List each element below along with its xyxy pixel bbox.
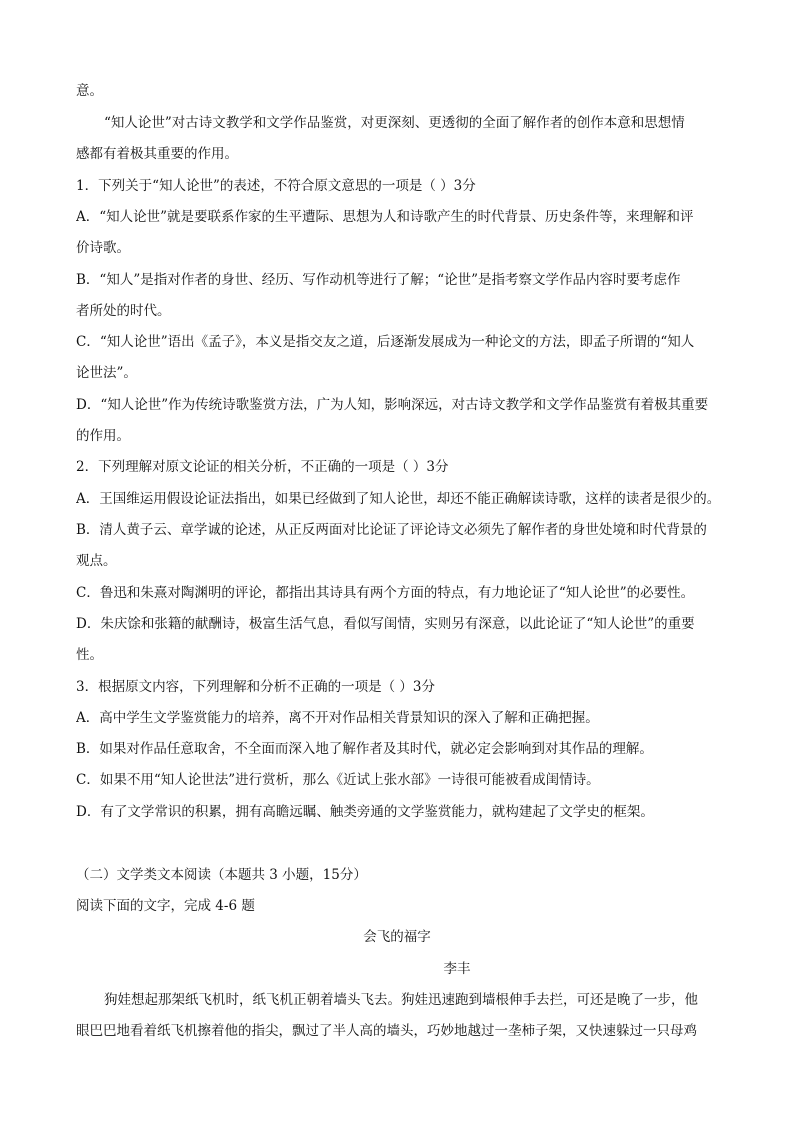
q1-option-d-cont: 的作用。 (76, 428, 130, 444)
section-instruction: 阅读下面的文字，完成 4-6 题 (76, 898, 255, 914)
story-title: 会飞的福字 (363, 929, 431, 945)
story-author: 李丰 (443, 961, 471, 977)
q1-option-a: A．“知人论世”就是要联系作家的生平遭际、思想为人和诗歌产生的时代背景、历史条件等，来理解和评 (76, 209, 694, 225)
q2-option-a: A．王国维运用假设论证法指出，如果已经做到了知人论世，却还不能正确解读诗歌，这样的读者是很少的。 (76, 491, 721, 507)
intro-paragraph: “知人论世”对古诗文教学和文学作品鉴赏，对更深刻、更透彻的全面了解作者的创作本意和思想情 (104, 115, 685, 131)
q2-option-d-cont: 性。 (76, 647, 103, 663)
q1-option-d: D．“知人论世”作为传统诗歌鉴赏方法，广为人知，影响深远，对古诗文教学和文学作品鉴赏有着极其重要 (76, 397, 709, 413)
q1-option-c: C．“知人论世”语出《孟子》，本义是指交友之道，后逐渐发展成为一种论文的方法，即孟子所谓的“知人 (76, 334, 695, 350)
q3-option-c: C．如果不用“知人论世法”进行赏析，那么《近试上张水部》一诗很可能被看成闺情诗。 (76, 772, 600, 788)
q3-stem: 3．根据原文内容，下列理解和分析不正确的一项是（ ）3分 (76, 679, 435, 695)
q1-option-b-cont: 者所处的时代。 (76, 303, 171, 319)
story-paragraph: 狗娃想起那架纸飞机时，纸飞机正朝着墙头飞去。狗娃迅速跑到墙根伸手去拦，可还是晚了一步，他 (104, 992, 698, 1008)
q1-option-a-cont: 价诗歌。 (76, 240, 130, 256)
q2-option-d: D．朱庆馀和张籍的献酬诗，极富生活气息，看似写闺情，实则另有深意，以此论证了“知人论世”的重要 (76, 616, 695, 632)
q3-option-a: A．高中学生文学鉴赏能力的培养，离不开对作品相关背景知识的深入了解和正确把握。 (76, 710, 599, 726)
section-heading: （二）文学类文本阅读（本题共 3 小题，15分） (76, 867, 367, 883)
intro-line: 意。 (76, 83, 103, 99)
q2-option-b-cont: 观点。 (76, 553, 117, 569)
q1-option-b: B．“知人”是指对作者的身世、经历、写作动机等进行了解；“论世”是指考察文学作品内容时要考虑作 (76, 272, 681, 288)
q1-stem: 1．下列关于“知人论世”的表述，不符合原文意思的一项是（ ）3分 (76, 178, 476, 194)
q2-stem: 2．下列理解对原文论证的相关分析，不正确的一项是（ ）3分 (76, 459, 449, 475)
q3-option-b: B．如果对作品任意取舍，不全面而深入地了解作者及其时代，就必定会影响到对其作品的理解。 (76, 741, 653, 757)
q1-option-c-cont: 论世法”。 (76, 365, 137, 381)
q2-option-b: B．清人黄子云、章学诚的论述，从正反两面对比论证了评论诗文必须先了解作者的身世处境和时代背景的 (76, 522, 707, 538)
q2-option-c: C．鲁迅和朱熹对陶渊明的评论，都指出其诗具有两个方面的特点，有力地论证了“知人论世”的必要性。 (76, 585, 695, 601)
q3-option-d: D．有了文学常识的积累，拥有高瞻远瞩、触类旁通的文学鉴赏能力，就构建起了文学史的框架。 (76, 804, 654, 820)
intro-paragraph-cont: 感都有着极其重要的作用。 (76, 146, 238, 162)
story-paragraph-cont: 眼巴巴地看着纸飞机擦着他的指尖，飘过了半人高的墙头，巧妙地越过一垄柿子架，又快速躲过一只母鸡 (76, 1023, 697, 1039)
